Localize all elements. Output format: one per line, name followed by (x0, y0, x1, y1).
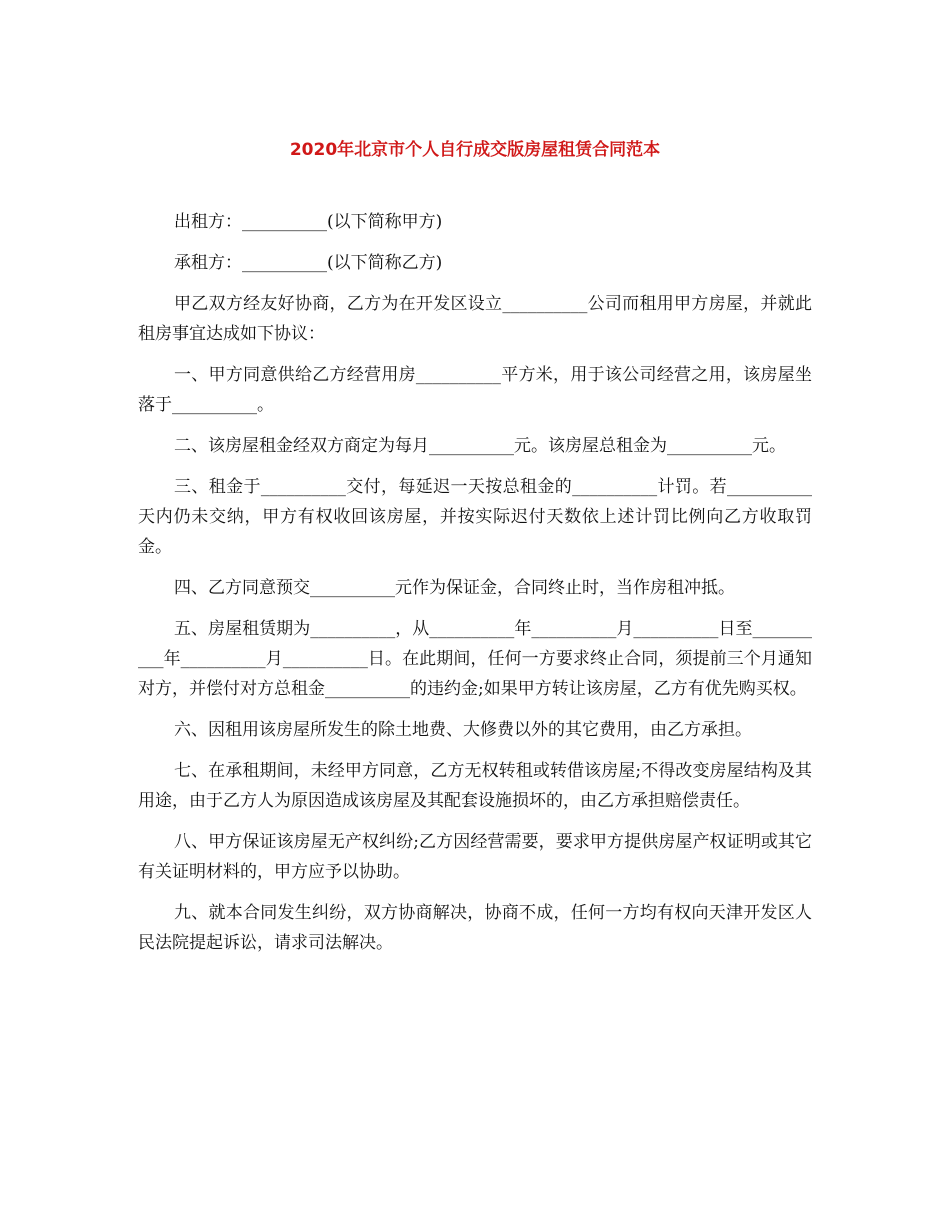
document-title: 2020年北京市个人自行成交版房屋租赁合同范本 (289, 140, 661, 160)
clause-3: 三、租金于__________交付，每延迟一天按总租金的__________计罚。若__________天内仍未交纳，甲方有权收回该房屋，并按实际迟付天数依上述计罚比例向乙方收取罚金。 (138, 477, 812, 557)
clause-2: 二、该房屋租金经双方商定为每月__________元。该房屋总租金为__________元。 (174, 436, 786, 456)
document-page (138, 0, 812, 1230)
clause-preamble: 甲乙双方经友好协商，乙方为在开发区设立__________公司而租用甲方房屋，并就此租房事宜达成如下协议： (138, 294, 812, 344)
clause-9: 九、就本合同发生纠纷，双方协商解决，协商不成，任何一方均有权向天津开发区人民法院提起诉讼，请求司法解决。 (138, 903, 812, 953)
clause-1: 一、甲方同意供给乙方经营用房__________平方米，用于该公司经营之用，该房屋坐落于__________。 (138, 365, 812, 415)
clause-4: 四、乙方同意预交__________元作为保证金，合同终止时，当作房租冲抵。 (174, 578, 735, 598)
clause-lessor: 出租方：__________(以下简称甲方) (174, 212, 443, 232)
clause-5: 五、房屋租赁期为__________，从__________年__________月__________日至__________年__________月__________日。在此期间，任何一方要求终止合同，须提前三个月通知对方，并偿付对方总租金__________的违约金;如果甲方转让该房屋，乙方有优先购买权。 (138, 619, 812, 699)
document-body (138, 207, 812, 969)
clause-lessee: 承租方：__________(以下简称乙方) (174, 253, 443, 273)
clause-8: 八、甲方保证该房屋无产权纠纷;乙方因经营需要，要求甲方提供房屋产权证明或其它有关证明材料的，甲方应予以协助。 (138, 832, 812, 882)
clause-6: 六、因租用该房屋所发生的除土地费、大修费以外的其它费用，由乙方承担。 (174, 720, 752, 740)
clause-7: 七、在承租期间，未经甲方同意，乙方无权转租或转借该房屋;不得改变房屋结构及其用途，由于乙方人为原因造成该房屋及其配套设施损坏的，由乙方承担赔偿责任。 (138, 761, 812, 811)
